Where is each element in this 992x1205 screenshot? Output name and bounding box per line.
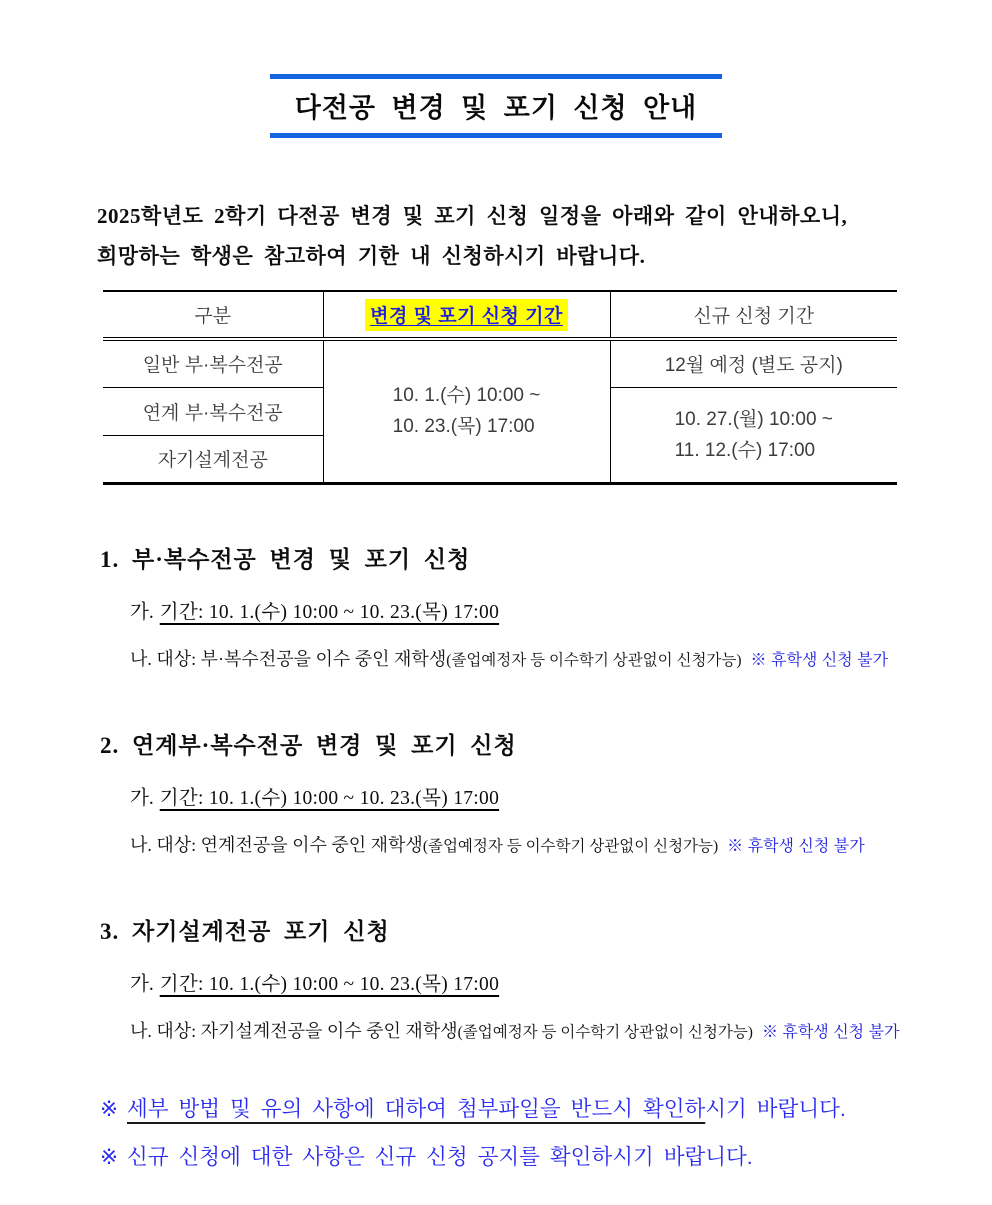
footnote-new-application (100, 1143, 992, 1172)
col-header-category: 구분 (103, 291, 323, 339)
target-paren-text: (졸업예정자 등 이수학기 상관없이 신청가능) (457, 1023, 753, 1041)
target-main-text: 나. 대상: 자기설계전공을 이수 중인 재학생 (130, 1020, 458, 1041)
section-3-heading: 3. 자기설계전공 포기 신청 (100, 918, 390, 944)
new-period-row1-cell: 12월 예정 (별도 공지) (610, 339, 897, 387)
section-1-period-line (130, 596, 992, 624)
footnotes (100, 1095, 992, 1172)
period-underlined-text: 기간: 10. 1.(수) 10:00 ~ 10. 23.(목) 17:00 (159, 601, 500, 623)
title-bottom-rule (270, 133, 722, 138)
new-period-line-1: 10. 27.(월) 10:00 ~ (674, 408, 833, 430)
target-main-text: 나. 대상: 부·복수전공을 이수 중인 재학생 (130, 648, 447, 669)
section-2-heading: 2. 연계부·복수전공 변경 및 포기 신청 (100, 732, 517, 758)
change-period-cell (323, 339, 610, 483)
leave-of-absence-note: ※ 휴학생 신청 불가 (727, 837, 865, 855)
item-label-ga: 가. (130, 601, 154, 623)
row-label-general: 일반 부·복수전공 (103, 339, 323, 387)
section-2-target-line (130, 831, 992, 857)
footnote-2-text: 신규 신청에 대한 사항은 신규 신청 공지를 확인하시기 바랍니다. (127, 1144, 753, 1169)
new-period-line-2: 11. 12.(수) 17:00 (674, 439, 816, 461)
change-period-line-1: 10. 1.(수) 10:00 ~ (392, 385, 541, 407)
section-linked-major (100, 727, 992, 857)
title-block (270, 74, 722, 138)
new-period-merged-cell (610, 387, 897, 483)
page-title: 다전공 변경 및 포기 신청 안내 (294, 93, 698, 123)
intro-line-2: 희망하는 학생은 참고하여 기한 내 신청하시기 바랍니다. (97, 244, 646, 268)
row-label-linked: 연계 부·복수전공 (103, 387, 323, 435)
section-3-target-line (130, 1017, 992, 1043)
section-minor-double-major (100, 541, 992, 671)
footnote-1-rest: 시기 바랍니다. (705, 1096, 846, 1121)
change-period-line-2: 10. 23.(목) 17:00 (392, 416, 535, 438)
reference-mark: ※ (100, 1096, 119, 1121)
footnote-1-underlined: 세부 방법 및 유의 사항에 대하여 첨부파일을 반드시 확인하 (127, 1096, 706, 1121)
leave-of-absence-note: ※ 휴학생 신청 불가 (750, 651, 889, 669)
section-1-target-line (130, 645, 992, 671)
highlighted-header-label: 변경 및 포기 신청 기간 (365, 299, 568, 331)
period-underlined-text: 기간: 10. 1.(수) 10:00 ~ 10. 23.(목) 17:00 (159, 973, 500, 995)
table-row (103, 339, 897, 387)
section-self-designed-major (100, 913, 992, 1043)
section-3-period-line (130, 968, 992, 996)
table-header-row (103, 291, 897, 339)
period-underlined-text: 기간: 10. 1.(수) 10:00 ~ 10. 23.(목) 17:00 (159, 787, 500, 809)
reference-mark: ※ (100, 1144, 119, 1169)
leave-of-absence-note: ※ 휴학생 신청 불가 (761, 1023, 900, 1041)
section-2-period-line (130, 782, 992, 810)
target-main-text: 나. 대상: 연계전공을 이수 중인 재학생 (130, 834, 423, 855)
target-paren-text: (졸업예정자 등 이수학기 상관없이 신청가능) (422, 837, 719, 855)
intro-line-1: 2025학년도 2학기 다전공 변경 및 포기 신청 일정을 아래와 같이 안내하오니, (97, 204, 848, 228)
col-header-new-period: 신규 신청 기간 (610, 291, 897, 339)
row-label-self-designed: 자기설계전공 (157, 450, 268, 471)
intro-paragraph (97, 196, 902, 276)
schedule-table (103, 290, 897, 485)
item-label-ga: 가. (130, 787, 154, 809)
section-1-heading: 1. 부·복수전공 변경 및 포기 신청 (100, 546, 471, 572)
col-header-change-period (323, 291, 610, 339)
item-label-ga: 가. (130, 973, 154, 995)
footnote-attachment (100, 1095, 992, 1124)
change-period-text (393, 380, 541, 442)
target-paren-text: (졸업예정자 등 이수학기 상관없이 신청가능) (446, 651, 742, 669)
new-period-text (675, 404, 833, 466)
